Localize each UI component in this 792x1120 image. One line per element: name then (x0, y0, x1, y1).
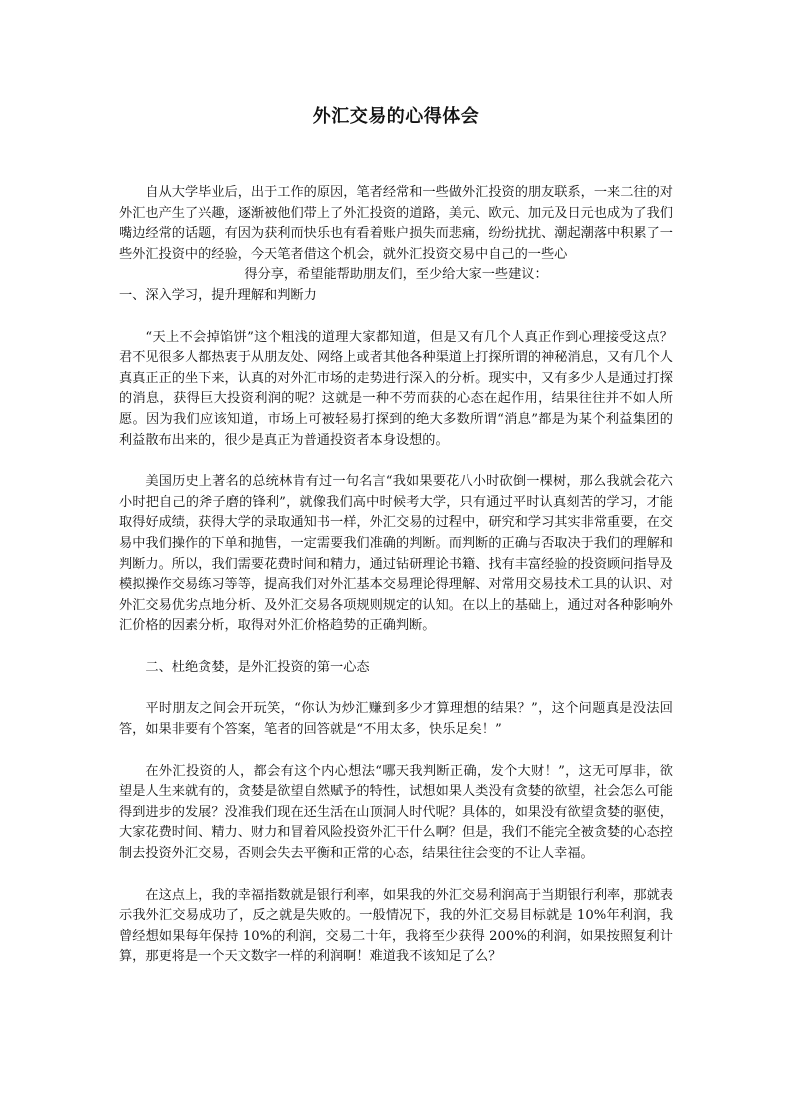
spacer (119, 741, 673, 762)
section2-paragraph-2: 在外汇投资的人，都会有这个内心想法“哪天我判断正确，发个大财！”，这无可厚非，欲望是人生来就有的，贪婪是欲望自然赋予的特性，试想如果人类没有贪婪的欲望，社会怎么可能得到进步的发展？没准我们现在还生活在山顶洞人时代呢？具体的，如果没有欲望贪婪的驱使，大家花费时间、精力、财力和冒着风险投资外汇干什么啊？但是，我们不能完全被贪婪的心态控制去投资外汇交易，否则会失去平衡和正常的心态，结果往往会变的不让人幸福。 (119, 763, 673, 862)
spacer (119, 678, 673, 699)
spacer (119, 865, 673, 886)
intro-paragraph: 自从大学毕业后，出于工作的原因，笔者经常和一些做外汇投资的朋友联系，一来二往的对外汇也产生了兴趣，逐渐被他们带上了外汇投资的道路，美元、欧元、加元及日元也成为了我们嘴边经常的话题，有因为获利而快乐也有看着账户损失而悲痛，纷纷扰扰、潮起潮落中积累了一些外汇投资中的经验，今天笔者借这个机会，就外汇投资交易中自己的一些心 (119, 185, 673, 262)
spacer (119, 451, 673, 472)
section2-paragraph-3: 在这点上，我的幸福指数就是银行利率，如果我的外汇交易利润高于当期银行利率，那就表示我外汇交易成功了，反之就是失败的。一般情况下，我的外汇交易目标就是 10%年利润，我曾经想如果每年保持 10%的利润，交易二十年，我将至少获得 200%的利润，如果按照复利计算，那更将是一个天文数字一样的利润啊！难道我不该知足了么？ (119, 887, 673, 965)
section1-paragraph-1: “天上不会掉馅饼”这个粗浅的道理大家都知道，但是又有几个人真正作到心理接受这点？君不见很多人都热衷于从朋友处、网络上或者其他各种渠道上打探所谓的神秘消息，又有几个人真真正正的坐下来，认真的对外汇市场的走势进行深入的分析。现实中，又有多少人是通过打探的消息，获得巨大投资利润的呢？这就是一种不劳而获的心态在起作用，结果往往并不如人所愿。因为我们应该知道，市场上可被轻易打探到的绝大多数所谓“消息”都是为某个利益集团的利益散布出来的，很少是真正为普通投资者本身设想的。 (119, 329, 673, 448)
section2-paragraph-1: 平时朋友之间会开玩笑，“你认为炒汇赚到多少才算理想的结果？”，这个问题真是没法回答，如果非要有个答案，笔者的回答就是“不用太多，快乐足矣！” (119, 701, 673, 738)
section-heading-1: 一、深入学习，提升理解和判断力 (119, 287, 317, 303)
document-body (119, 183, 673, 968)
intro-paragraph-end: 得分享，希望能帮助朋友们，至少给大家一些建议： (244, 267, 548, 283)
section-heading-2: 二、杜绝贪婪，是外汇投资的第一心态 (145, 659, 370, 675)
document-title: 外汇交易的心得体会 (312, 106, 480, 127)
section1-paragraph-2: 美国历史上著名的总统林肯有过一句名言“我如果要花八小时砍倒一棵树，那么我就会花六小时把自己的斧子磨的锋利”，就像我们高中时候考大学，只有通过平时认真刻苦的学习，才能取得好成绩，获得大学的录取通知书一样，外汇交易的过程中，研究和学习其实非常重要，在交易中我们操作的下单和抛售，一定需要我们准确的判断。而判断的正确与否取决于我们的理解和判断力。所以，我们需要花费时间和精力，通过钻研理论书籍、找有丰富经验的投资顾问指导及模拟操作交易练习等等，提高我们对外汇基本交易理论得理解、对常用交易技术工具的认识、对外汇交易优劣点地分析、及外汇交易各项规则规定的认知。在以上的基础上，通过对各种影响外汇价格的因素分析，取得对外汇价格趋势的正确判断。 (119, 474, 673, 634)
spacer (119, 307, 673, 328)
spacer (119, 637, 673, 658)
